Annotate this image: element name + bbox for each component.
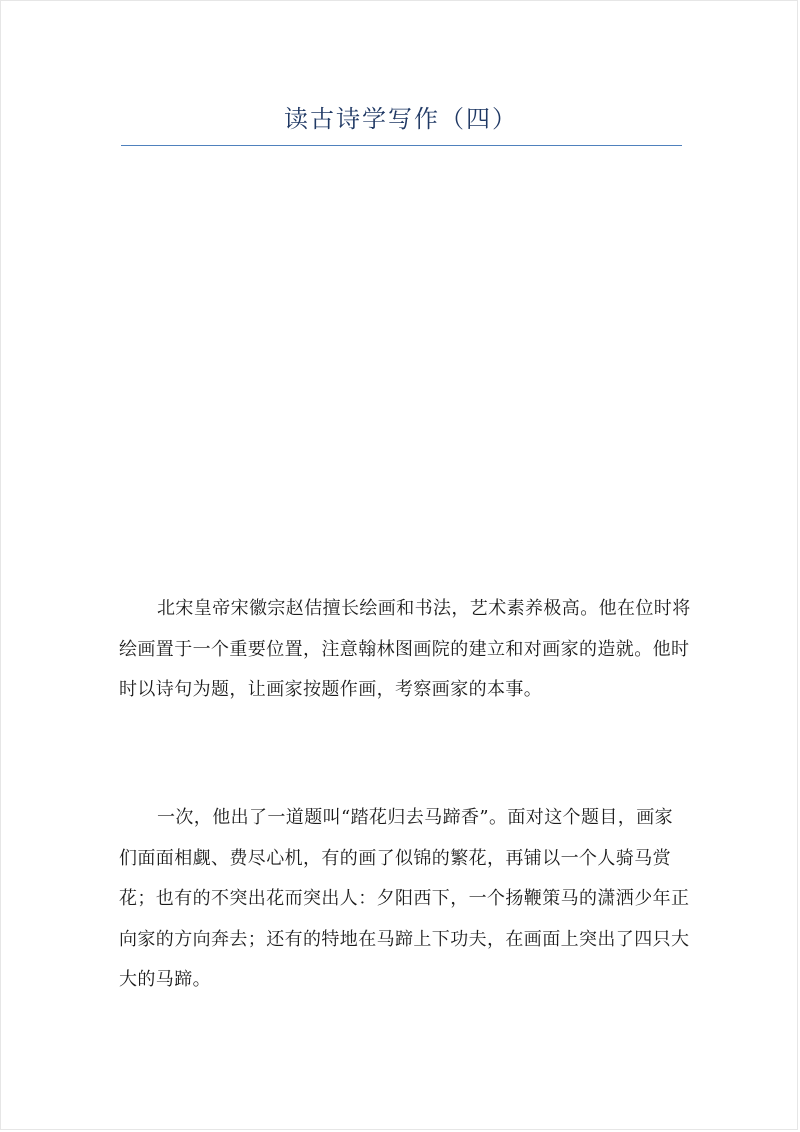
document-title: 读古诗学写作（四） <box>284 105 518 133</box>
body-paragraph-1: 北宋皇帝宋徽宗赵佶擅长绘画和书法，艺术素养极高。他在位时将绘画置于一个重要位置，注意翰林图画院的建立和对画家的造就。他时时以诗句为题，让画家按题作画，考察画家的本事。 <box>119 598 691 700</box>
body-paragraph-2: 一次，他出了一道题叫“踏花归去马蹄香”。面对这个题目，画家们面面相觑、费尽心机，有的画了似锦的繁花，再铺以一个人骑马赏花；也有的不突出花而突出人：夕阳西下，一个扬鞭策马的潇洒少年正向家的方向奔去；还有的特地在马蹄上下功夫，在画面上突出了四只大大的马蹄。 <box>119 807 690 990</box>
title-underline <box>121 145 682 146</box>
